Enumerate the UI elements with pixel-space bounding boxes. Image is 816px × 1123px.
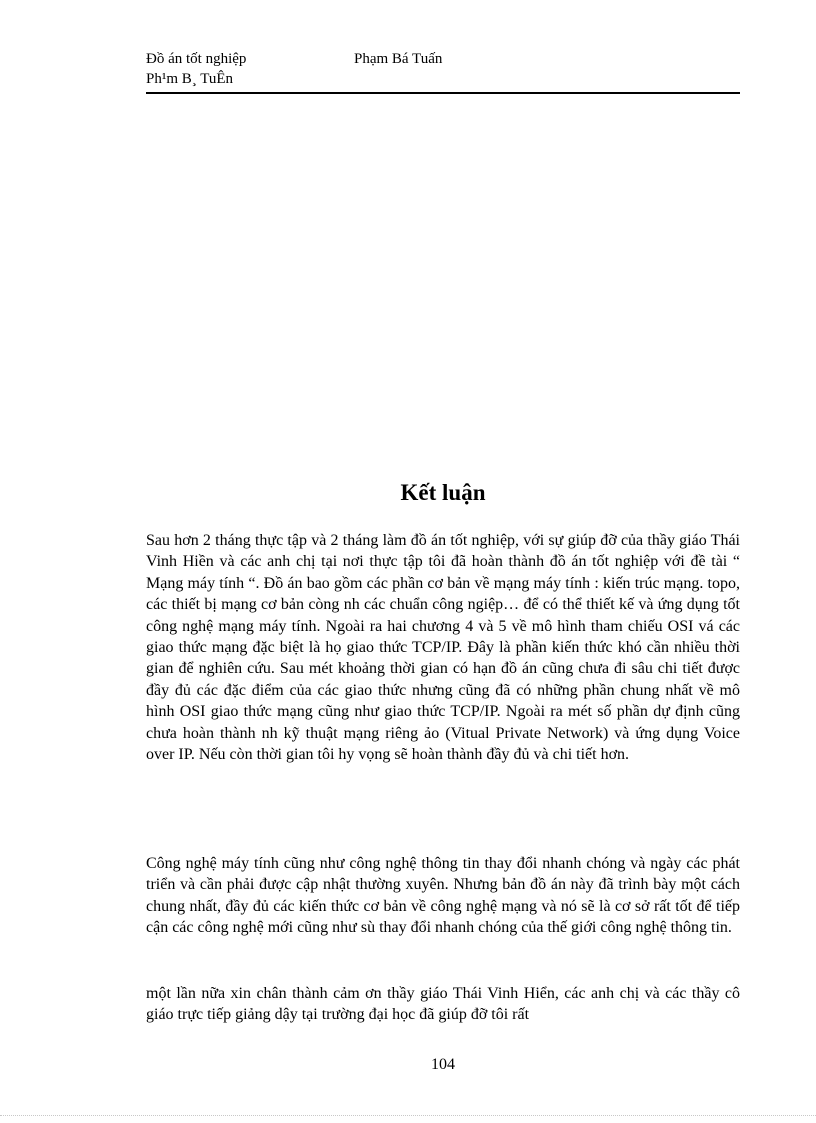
page-number: 104 [431, 1056, 455, 1073]
page-header [146, 48, 740, 94]
paragraph-summary: Sau hơn 2 tháng thực tập và 2 tháng làm đồ án tốt nghiệp, với sự giúp đỡ của thầy giáo Thái Vinh Hiền và các anh chị tại nơi thực tập tôi đã hoàn thành đồ án tốt nghiệp với đề tài “ Mạng máy tính “. Đồ án bao gồm các phần cơ bản về mạng máy tính : kiến trúc mạng. topo, các thiết bị mạng cơ bản còng nh các chuẩn công ngiệp… để có thể thiết kế và ứng dụng tốt công nghệ mạng máy tính. Ngoài ra hai chương 4 và 5 về mô hình tham chiếu OSI vá các giao thức mạng đặc biệt là họ giao thức TCP/IP. Đây là phần kiến thức khó cần nhiều thời gian để nghiên cứu. Sau mét khoảng thời gian có hạn đồ án cũng chưa đi sâu chi tiết được đầy đủ các đặc điểm của các giao thức nhưng cũng đã có những phần chung nhất về mô hình OSI giao thức mạng cũng như giao thức TCP/IP. Ngoài ra mét số phần dự định cũng chưa hoàn thành nh kỹ thuật mạng riêng ảo (Vitual Private Network) và ứng dụng Voice over IP. Nếu còn thời gian tôi hy vọng sẽ hoàn thành đầy đủ và chi tiết hơn. [146, 532, 740, 764]
header-document-type: Đồ án tốt nghiệp [146, 51, 247, 67]
header-author-name-legacy-encoding: Ph¹m B¸ TuÊn [146, 71, 234, 87]
paragraph-thanks: một lần nữa xin chân thành cảm ơn thầy giáo Thái Vinh Hiển, các anh chị và các thầy cô giáo trực tiếp giảng dậy tại trường đại học đã giúp đỡ tôi rất [146, 985, 740, 1024]
header-author-name: Phạm Bá Tuấn [354, 51, 443, 67]
page-bottom-divider [0, 1115, 816, 1116]
section-title: Kết luận [400, 480, 486, 505]
paragraph-technology: Công nghệ máy tính cũng như công nghệ thông tin thay đổi nhanh chóng và ngày các phát triển và cần phải được cập nhật thường xuyên. Nhưng bản đồ án này đã trình bày một cách chung nhất, đầy đủ các kiến thức cơ bản về công nghệ mạng và nó sẽ là cơ sở rất tốt để tiếp cận các công nghệ mới cũng như sù thay đổi nhanh chóng của thế giới công nghệ thông tin. [146, 855, 740, 937]
